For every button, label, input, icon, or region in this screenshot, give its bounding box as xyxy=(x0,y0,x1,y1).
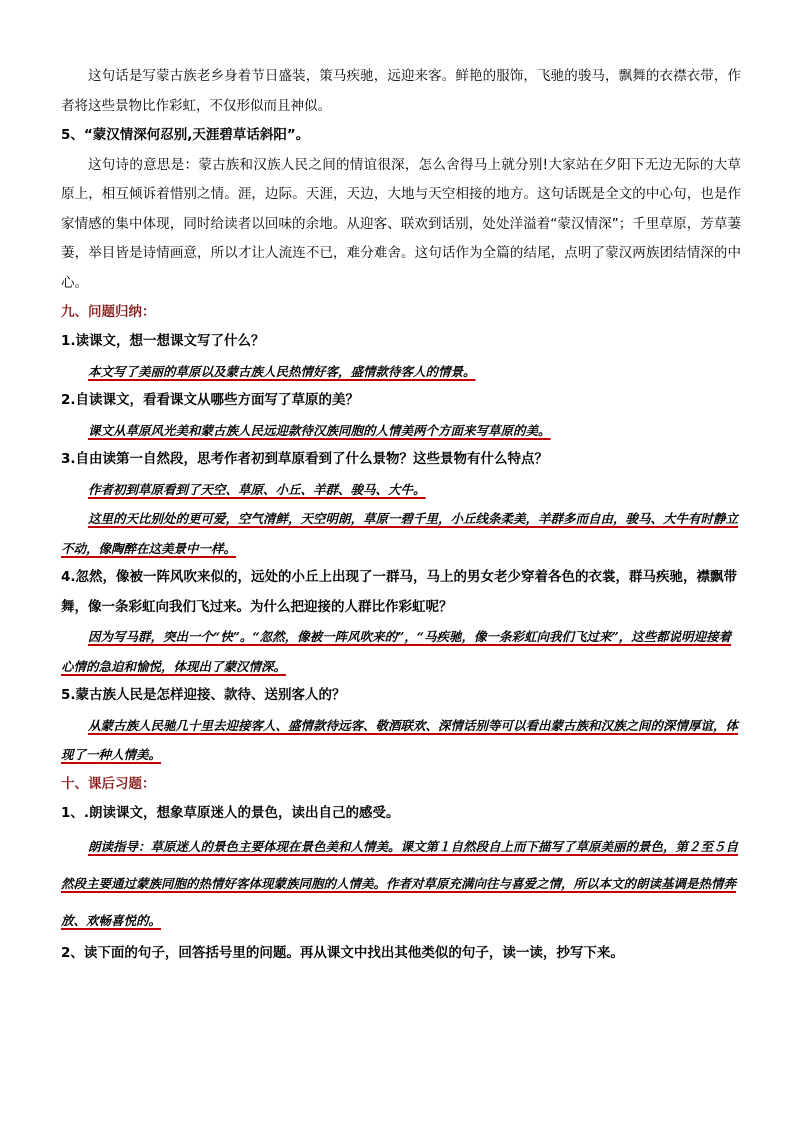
question-3: 3.自由读第一自然段，思考作者初到草原看到了什么景物？这些景物有什么特点？ xyxy=(61,451,549,467)
answer-text: 本文写了美丽的草原以及蒙古族人民热情好客，盛情款待客人的情景。 xyxy=(88,363,476,379)
exercise-2-question: 2、读下面的句子，回答括号里的问题。再从课文中找出其他类似的句子，读一读，抄写下来。 xyxy=(61,945,624,961)
answer-4 xyxy=(61,622,741,681)
question-4: 4.忽然，像被一阵风吹来似的，远处的小丘上出现了一群马，马上的男女老少穿着各色的衣裳，群马疾驰，襟飘带舞，像一条彩虹向我们飞过来。为什么把迎接的人群比作彩虹呢？ xyxy=(61,569,738,615)
answer-text: 因为写马群，突出一个“快”。“忽然，像被一阵风吹来的”，“马疾驰，像一条彩虹向我们飞过来”，这些都说明迎接着心情的急迫和愉悦，体现出了蒙汉情深。 xyxy=(61,629,732,674)
answer-text: 作者初到草原看到了天空、草原、小丘、羊群、骏马、大牛。 xyxy=(88,481,426,497)
question-1: 1.读课文，想一想课文写了什么？ xyxy=(61,333,265,349)
answer-5 xyxy=(61,711,741,770)
section10-title: 十、课后习题： xyxy=(61,775,156,792)
item5-heading: 5、“蒙汉情深何忍别,天涯碧草话斜阳”。 xyxy=(61,127,310,143)
exercise-1-answer xyxy=(61,828,741,939)
exercise-1-question: 1、.朗读课文，想象草原迷人的景色，读出自己的感受。 xyxy=(61,804,400,821)
answer-text: 朗读指导：草原迷人的景色主要体现在景色美和人情美。课文第１自然段自上而下描写了草原美丽的景色，第２至５自然段主要通过蒙族同胞的热情好客体现蒙族同胞的人情美。作者对草原充满向往与喜爱之情，所以本文的朗读基调是热情奔放、欢畅喜悦的。 xyxy=(61,839,739,928)
answer-text: 从蒙古族人民驰几十里去迎接客人、盛情款待远客、敬酒联欢、深情话别等可以看出蒙古族和汉族之间的深情厚谊，体现了一种人情美。 xyxy=(61,717,739,762)
question-2: 2.自读课文，看看课文从哪些方面写了草原的美？ xyxy=(61,392,360,408)
answer-text: 这里的天比别处的更可爱，空气清鲜，天空明朗，草原一碧千里，小丘线条柔美，羊群多而自由，骏马、大牛有时静立不动，像陶醉在这美景中一样。 xyxy=(61,511,739,556)
answer-text: 课文从草原风光美和蒙古族人民远迎款待汉族同胞的人情美两个方面来写草原的美。 xyxy=(88,422,551,438)
intro-paragraph: 这句话是写蒙古族老乡身着节日盛装，策马疾驰，远迎来客。鲜艳的服饰，飞驰的骏马，飘舞的衣襟衣带，作者将这些景物比作彩虹，不仅形似而且神似。 xyxy=(61,68,741,114)
section9-title: 九、问题归纳： xyxy=(61,304,156,320)
question-5: 5.蒙古族人民是怎样迎接、款待、送别客人的？ xyxy=(61,687,346,703)
item5-paragraph: 这句诗的意思是：蒙古族和汉族人民之间的情谊很深，怎么舍得马上就分别!大家站在夕阳下无边无际的大草原上，相互倾诉着惜别之情。涯，边际。天涯，天边，大地与天空相接的地方。这句话既是全文的中心句，也是作家情感的集中体现，同时给读者以回味的余地。从迎客、联欢到话别，处处洋溢着“蒙汉情深”；千里草原，芳草萋萋，举目皆是诗情画意，所以才让人流连不已，难分难舍。这句话作为全篇的结尾，点明了蒙汉两族团结情深的中心。 xyxy=(61,156,741,291)
answer-3b xyxy=(61,504,741,563)
answer-3a xyxy=(61,475,741,505)
document-page xyxy=(61,62,741,969)
answer-1 xyxy=(61,357,741,387)
answer-2 xyxy=(61,416,741,446)
